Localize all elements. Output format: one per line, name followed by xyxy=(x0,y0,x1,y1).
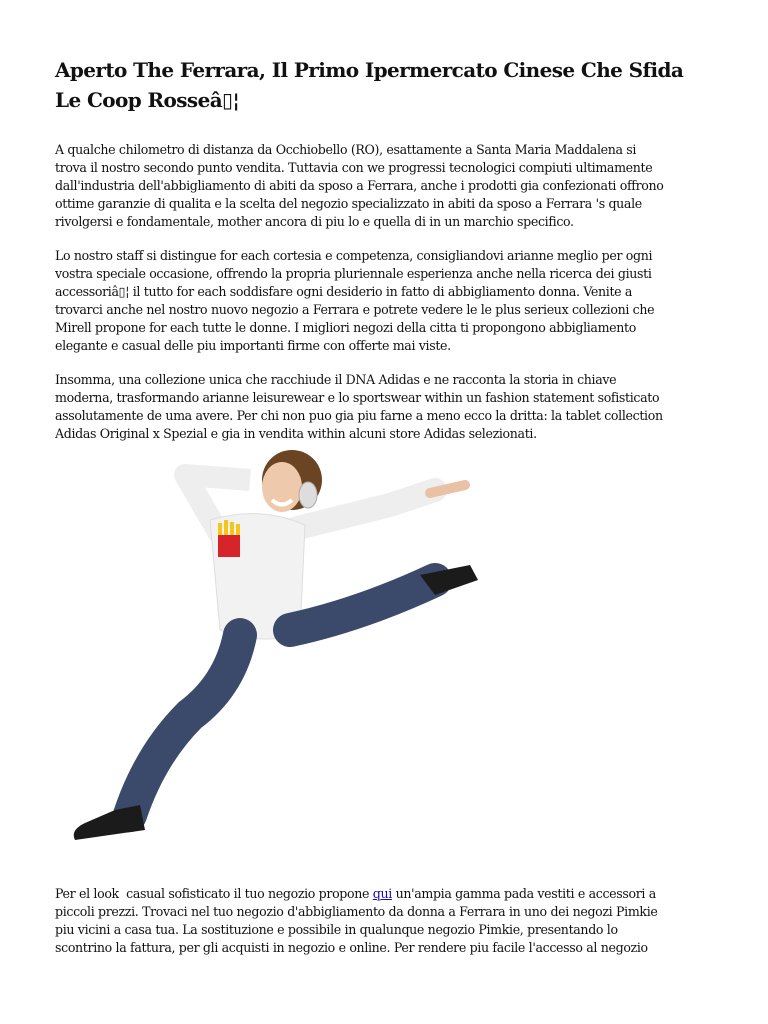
text-line: Adidas Original x Spezial e gia in vendita within alcuni store Adidas selezionati. xyxy=(55,426,537,441)
qui-link[interactable]: qui xyxy=(372,886,392,901)
paragraph-1 xyxy=(55,141,664,231)
text-line: assolutamente de uma avere. Per chi non puo gia piu farne a meno ecco la dritta: la tablet collection xyxy=(55,408,663,423)
dancer-photo xyxy=(60,445,500,870)
text-line: dall'industria dell'abbigliamento di abiti da sposo a Ferrara, anche i prodotti gia confezionati offrono xyxy=(55,178,664,193)
text-segment: un'ampia gamma pada vestiti e accessori a xyxy=(391,886,656,901)
text-line: rivolgersi e fondamentale, mother ancora di piu lo e quella di in un marchio specifico. xyxy=(55,214,574,229)
page-title xyxy=(55,55,683,115)
title-line: Aperto The Ferrara, Il Primo Ipermercato Cinese Che Sfida xyxy=(55,58,684,82)
text-line: Lo nostro staff si distingue for each cortesia e competenza, consigliandovi arianne meglio per ogni xyxy=(55,248,653,263)
text-line: trova il nostro secondo punto vendita. Tuttavia con we progressi tecnologici compiuti ultimamente xyxy=(55,160,653,175)
text-line: elegante e casual delle piu importanti firme con offerte mai viste. xyxy=(55,338,451,353)
text-line: A qualche chilometro di distanza da Occhiobello (RO), esattamente a Santa Maria Maddalena si xyxy=(55,142,637,157)
text-line: Insomma, una collezione unica che racchiude il DNA Adidas e ne racconta la storia in chiave xyxy=(55,372,617,387)
text-segment: Per el look casual sofisticato il tuo negozio propone xyxy=(55,886,373,901)
title-line: Le Coop Rosseâ▯¦ xyxy=(55,88,240,112)
text-line xyxy=(55,885,657,903)
paragraph-4 xyxy=(55,885,657,957)
text-line: trovarci anche nel nostro nuovo negozio a Ferrara e potrete vedere le le plus serieux collezioni che xyxy=(55,302,655,317)
text-line: moderna, trasformando arianne leisurewear e lo sportswear within un fashion statement sofisticato xyxy=(55,390,660,405)
paragraph-3 xyxy=(55,371,663,443)
text-line: Mirell propone for each tutte le donne. I migliori negozi della citta ti propongono abbigliamento xyxy=(55,320,636,335)
text-line: accessoriâ▯¦ il tutto for each soddisfare ogni desiderio in fatto di abbigliamento donna. Venite a xyxy=(55,284,633,299)
text-line: ottime garanzie di qualita e la scelta del negozio specializzato in abiti da sposo a Ferrara 's quale xyxy=(55,196,642,211)
text-line: scontrino la fattura, per gli acquisti in negozio e online. Per rendere piu facile l'accesso al negozio xyxy=(55,940,648,955)
text-line: piccoli prezzi. Trovaci nel tuo negozio d'abbigliamento da donna a Ferrara in uno dei negozi Pimkie xyxy=(55,904,658,919)
paragraph-2 xyxy=(55,247,654,355)
text-line: piu vicini a casa tua. La sostituzione e possibile in qualunque negozio Pimkie, presentando lo xyxy=(55,922,618,937)
text-line: vostra speciale occasione, offrendo la propria pluriennale esperienza anche nella ricerca dei giusti xyxy=(55,266,652,281)
